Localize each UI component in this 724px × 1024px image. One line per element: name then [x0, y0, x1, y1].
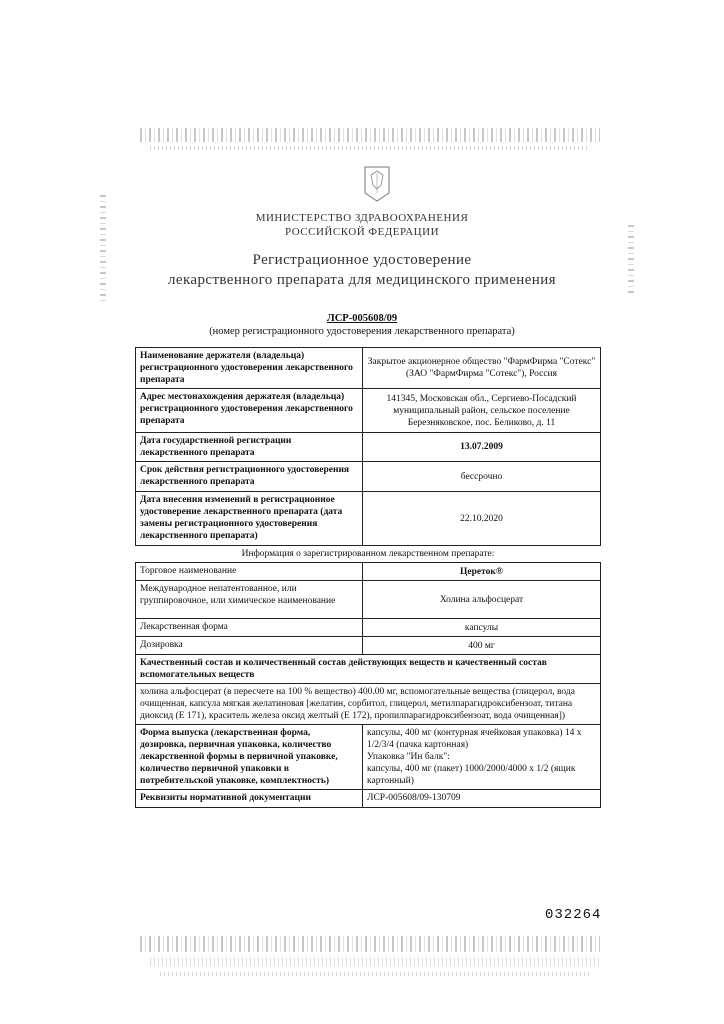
- table-row: [136, 462, 601, 492]
- coat-of-arms-emblem-icon: [357, 163, 397, 203]
- table-row: [136, 433, 601, 462]
- scan-noise-bottom-thin: [150, 958, 600, 966]
- certificate-title-line1: Регистрационное удостоверение: [252, 252, 472, 268]
- normative-value: ЛСР-005608/09-130709: [363, 790, 601, 808]
- info-caption: Информация о зарегистрированном лекарственном препарате:: [136, 546, 601, 563]
- registration-number: [0, 313, 724, 324]
- table-row: [136, 684, 601, 725]
- dosage-value: 400 мг: [363, 637, 601, 655]
- composition-text: холина альфосцерат (в пересчете на 100 % вещество) 400.00 мг, вспомогательные вещества (глицерол, вода очищенная, капсула мягкая желатиновая [желатин, сорбитол, глицерол, метилпарагидроксибензоат, титана диоксид (E 171), краситель железа оксид желтый (E 172), пропилпарагидроксибензоат, вода очищенная]): [136, 684, 601, 725]
- holder-name-value: Закрытое акционерное общество "ФармФирма "Сотекс" (ЗАО "ФармФирма "Сотекс"), Россия: [363, 348, 601, 389]
- table-row: [136, 619, 601, 637]
- table-row: [136, 563, 601, 581]
- dosage-form-label: Лекарственная форма: [136, 619, 363, 637]
- certificate-title-line2: лекарственного препарата для медицинского применения: [168, 272, 556, 288]
- holder-address-value: 141345, Московская обл., Сергиево-Посадский муниципальный район, сельское поселение Березняковское, пос. Беликово, д. 11: [363, 389, 601, 433]
- table-row: [136, 581, 601, 619]
- inn-value: Холина альфосцерат: [363, 581, 601, 619]
- registration-number-caption: (номер регистрационного удостоверения лекарственного препарата): [209, 326, 515, 337]
- release-form-line2: Упаковка "Ин балк":: [367, 752, 450, 762]
- registration-date-value: 13.07.2009: [363, 433, 601, 462]
- trade-name-label: Торговое наименование: [136, 563, 363, 581]
- dosage-label: Дозировка: [136, 637, 363, 655]
- validity-value: бессрочно: [363, 462, 601, 492]
- normative-label: Реквизиты нормативной документации: [136, 790, 363, 808]
- release-form-line3: капсулы, 400 мг (пакет) 1000/2000/4000 x 1/2 (ящик картонный): [367, 764, 576, 786]
- holder-name-label: Наименование держателя (владельца) регистрационного удостоверения лекарственного препарата: [136, 348, 363, 389]
- release-form-line1: капсулы, 400 мг (контурная ячейковая упаковка) 14 x 1/2/3/4 (пачка картонная): [367, 728, 582, 750]
- validity-label: Срок действия регистрационного удостоверения лекарственного препарата: [136, 462, 363, 492]
- table-row: [136, 637, 601, 655]
- table-row: [136, 790, 601, 808]
- composition-heading: Качественный состав и количественный состав действующих веществ и качественный состав вспомогательных веществ: [136, 655, 601, 684]
- dosage-form-value: капсулы: [363, 619, 601, 637]
- scan-noise-bottom-thin-2: [160, 972, 590, 976]
- scan-noise-top-thin: [150, 146, 590, 150]
- scan-noise-bottom: [140, 936, 600, 952]
- ministry-name-line1: МИНИСТЕРСТВО ЗДРАВООХРАНЕНИЯ: [255, 212, 469, 224]
- holder-table: [135, 347, 601, 808]
- stamp-number: 032264: [545, 907, 602, 923]
- trade-name-value: Цереток®: [363, 563, 601, 581]
- registration-number-value: ЛСР-005608/09: [326, 313, 398, 324]
- amendment-date-label: Дата внесения изменений в регистрационное удостоверение лекарственного препарата (дата замены регистрационного удостоверения лекарственного препарата): [136, 492, 363, 546]
- release-form-value: [363, 725, 601, 790]
- registration-date-label: Дата государственной регистрации лекарственного препарата: [136, 433, 363, 462]
- table-row: [136, 492, 601, 546]
- table-row: [136, 546, 601, 563]
- table-row: [136, 725, 601, 790]
- scan-noise-top: [140, 128, 600, 142]
- table-row: [136, 655, 601, 684]
- release-form-label: Форма выпуска (лекарственная форма, дозировка, первичная упаковка, количество лекарственной формы в первичной упаковке, количество первичной упаковки в потребительской упаковке, комплектность): [136, 725, 363, 790]
- holder-address-label: Адрес местонахождения держателя (владельца) регистрационного удостоверения лекарственного препарата: [136, 389, 363, 433]
- table-row: [136, 389, 601, 433]
- ministry-name-line2: РОССИЙСКОЙ ФЕДЕРАЦИИ: [284, 226, 440, 238]
- inn-label: Международное непатентованное, или группировочное, или химическое наименование: [136, 581, 363, 619]
- amendment-date-value: 22.10.2020: [363, 492, 601, 546]
- table-row: [136, 348, 601, 389]
